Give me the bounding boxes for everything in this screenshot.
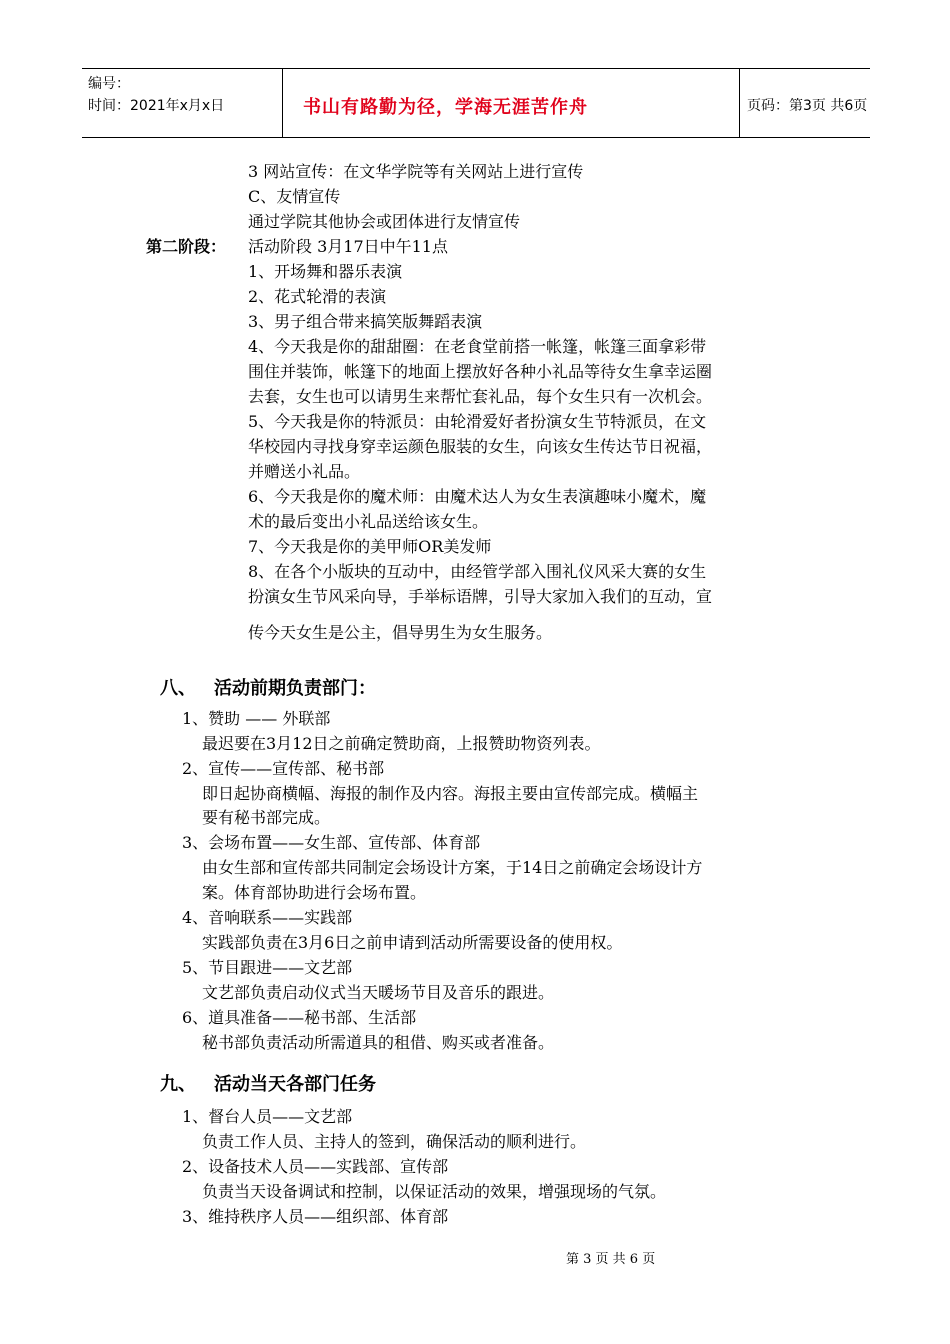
section9-item-head: 1、督台人员——文艺部	[182, 1107, 353, 1126]
section9-number: 九、	[160, 1074, 196, 1095]
section9-item-head: 2、设备技术人员——实践部、宣传部	[182, 1157, 449, 1176]
text-line: 扮演女生节风采向导，手举标语牌，引导大家加入我们的互动，宣	[248, 587, 713, 606]
text-line: 去套，女生也可以请男生来帮忙套礼品，每个女生只有一次机会。	[248, 387, 713, 406]
text-line: 术的最后变出小礼品送给该女生。	[248, 512, 489, 531]
text-line: 3 网站宣传：在文华学院等有关网站上进行宣传	[248, 162, 584, 181]
page-footer: 第 3 页 共 6 页	[566, 1252, 656, 1267]
section8-item-body: 文艺部负责启动仪式当天暖场节目及音乐的跟进。	[202, 983, 555, 1002]
text-line: 4、今天我是你的甜甜圈：在老食堂前搭一帐篷，帐篷三面拿彩带	[248, 337, 707, 356]
text-line: 2、花式轮滑的表演	[248, 287, 387, 306]
text-line: 8、在各个小版块的互动中，由经管学部入围礼仪风采大赛的女生	[248, 562, 707, 581]
section8-item-body: 由女生部和宣传部共同制定会场设计方案，于14日之前确定会场设计方	[202, 858, 703, 877]
section8-item-head: 6、道具准备——秘书部、生活部	[182, 1008, 417, 1027]
header-page-cell	[739, 69, 870, 137]
section8-item-head: 2、宣传——宣传部、秘书部	[182, 759, 385, 778]
section9-item-body: 负责工作人员、主持人的签到，确保活动的顺利进行。	[202, 1132, 587, 1151]
section8-item-body: 最迟要在3月12日之前确定赞助商，上报赞助物资列表。	[202, 734, 601, 753]
header-number-label: 编号：	[88, 76, 130, 92]
section8-item-head: 3、会场布置——女生部、宣传部、体育部	[182, 833, 481, 852]
section8-item-head: 5、节目跟进——文艺部	[182, 958, 353, 977]
text-line: 5、今天我是你的特派员：由轮滑爱好者扮演女生节特派员，在文	[248, 412, 707, 431]
section8-item-body: 实践部负责在3月6日之前申请到活动所需要设备的使用权。	[202, 933, 623, 952]
text-line: 6、今天我是你的魔术师：由魔术达人为女生表演趣味小魔术，魔	[248, 487, 707, 506]
section8-item-head: 4、音响联系——实践部	[182, 908, 353, 927]
section8-number: 八、	[160, 678, 196, 699]
section8-item-body: 秘书部负责活动所需道具的租借、购买或者准备。	[202, 1033, 555, 1052]
stage2-text: 活动阶段 3月17日中午11点	[248, 237, 448, 256]
text-line: 7、今天我是你的美甲师OR美发师	[248, 537, 492, 556]
text-line: C、友情宣传	[248, 187, 341, 206]
text-line: 3、男子组合带来搞笑版舞蹈表演	[248, 312, 483, 331]
page-header	[82, 68, 870, 138]
text-line: 1、开场舞和器乐表演	[248, 262, 403, 281]
section8-item-body: 要有秘书部完成。	[202, 808, 331, 827]
text-line: 传今天女生是公主，倡导男生为女生服务。	[248, 623, 553, 642]
section9-item-head: 3、维持秩序人员——组织部、体育部	[182, 1207, 449, 1226]
header-motto-cell	[282, 69, 740, 137]
section8-item-head: 1、赞助 —— 外联部	[182, 709, 331, 728]
section8-title: 活动前期负责部门：	[214, 678, 376, 699]
text-line: 华校园内寻找身穿幸运颜色服装的女生，向该女生传达节日祝福，	[248, 437, 713, 456]
section8-item-body: 即日起协商横幅、海报的制作及内容。海报主要由宣传部完成。横幅主	[202, 784, 699, 803]
text-line: 围住并装饰，帐篷下的地面上摆放好各种小礼品等待女生拿幸运圈	[248, 362, 713, 381]
header-meta	[82, 69, 282, 137]
stage2-label: 第二阶段：	[146, 237, 227, 256]
header-time-label: 时间：2021年x月x日	[88, 98, 225, 114]
header-page-info: 页码：第3页 共6页	[747, 98, 868, 114]
text-line: 并赠送小礼品。	[248, 462, 361, 481]
section9-title: 活动当天各部门任务	[214, 1074, 376, 1095]
section8-item-body: 案。体育部协助进行会场布置。	[202, 883, 427, 902]
header-motto: 书山有路勤为径，学海无涯苦作舟	[303, 97, 588, 118]
section9-item-body: 负责当天设备调试和控制，以保证活动的效果，增强现场的气氛。	[202, 1182, 667, 1201]
text-line: 通过学院其他协会或团体进行友情宣传	[248, 212, 521, 231]
